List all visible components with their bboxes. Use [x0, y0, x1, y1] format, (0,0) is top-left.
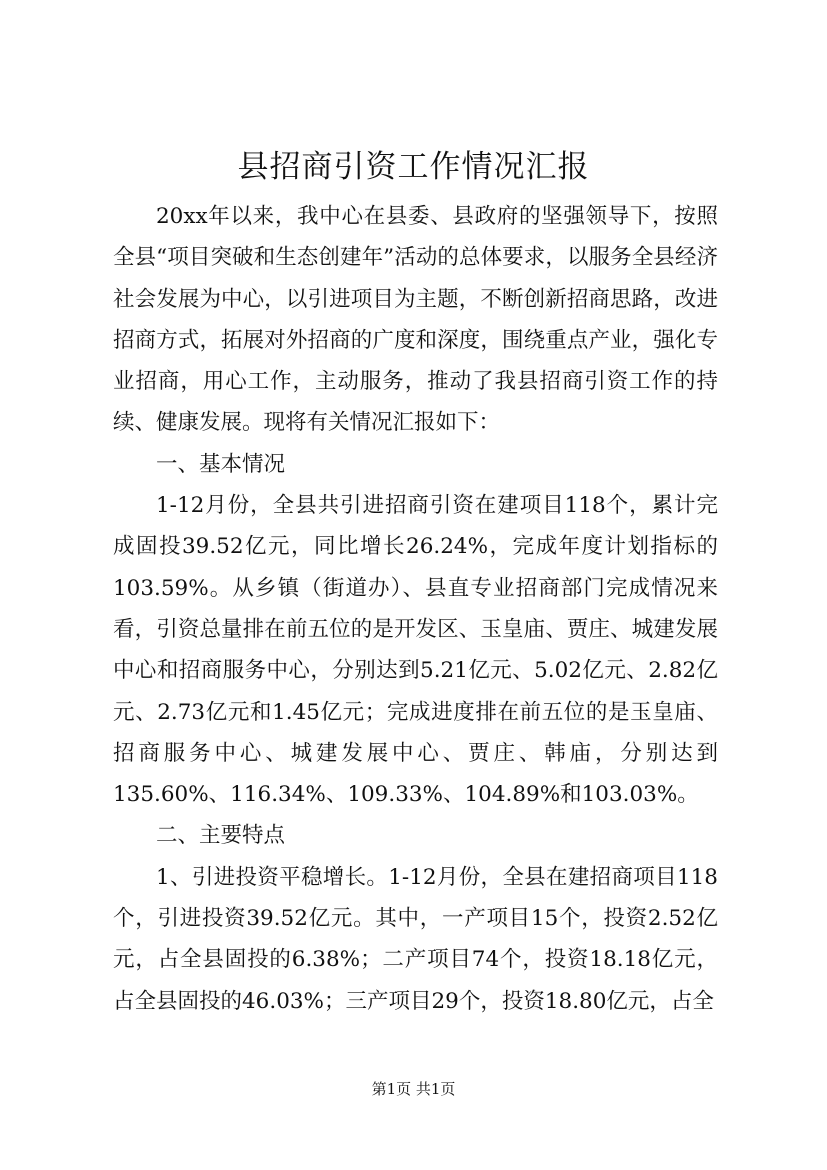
- document-body: [113, 196, 718, 1022]
- section-heading-basic: 一、基本情况: [156, 451, 286, 477]
- paragraph-basic-situation: 1-12月份，全县共引进招商引资在建项目118个，累计完成固投39.52亿元，同比增长26.24%，完成年度计划指标的103.59%。从乡镇（街道办）、县直专业招商部门完成情况来看，引资总量排在前五位的是开发区、玉皇庙、贾庄、城建发展中心和招商服务中心，分别达到5.21亿元、5.02亿元、2.82亿元、2.73亿元和1.45亿元；完成进度排在前五位的是玉皇庙、招商服务中心、城建发展中心、贾庄、韩庙，分别达到135.60%、116.34%、109.33%、104.89%和103.03%。: [113, 493, 718, 808]
- document-title: 县招商引资工作情况汇报: [237, 149, 590, 185]
- page-footer: 第1页 共1页: [371, 1080, 456, 1098]
- section-heading-features: 二、主要特点: [156, 823, 286, 849]
- paragraph-feature-1: 1、引进投资平稳增长。1-12月份，全县在建招商项目118个，引进投资39.52亿元。其中，一产项目15个，投资2.52亿元，占全县固投的6.38%；二产项目74个，投资18.18亿元，占全县固投的46.03%；三产项目29个，投资18.80亿元，占全: [113, 864, 718, 1014]
- paragraph-intro: 20xx年以来，我中心在县委、县政府的坚强领导下，按照全县“项目突破和生态创建年”活动的总体要求，以服务全县经济社会发展为中心，以引进项目为主题，不断创新招商思路，改进招商方式，拓展对外招商的广度和深度，围绕重点产业，强化专业招商，用心工作，主动服务，推动了我县招商引资工作的持续、健康发展。现将有关情况汇报如下：: [113, 204, 718, 436]
